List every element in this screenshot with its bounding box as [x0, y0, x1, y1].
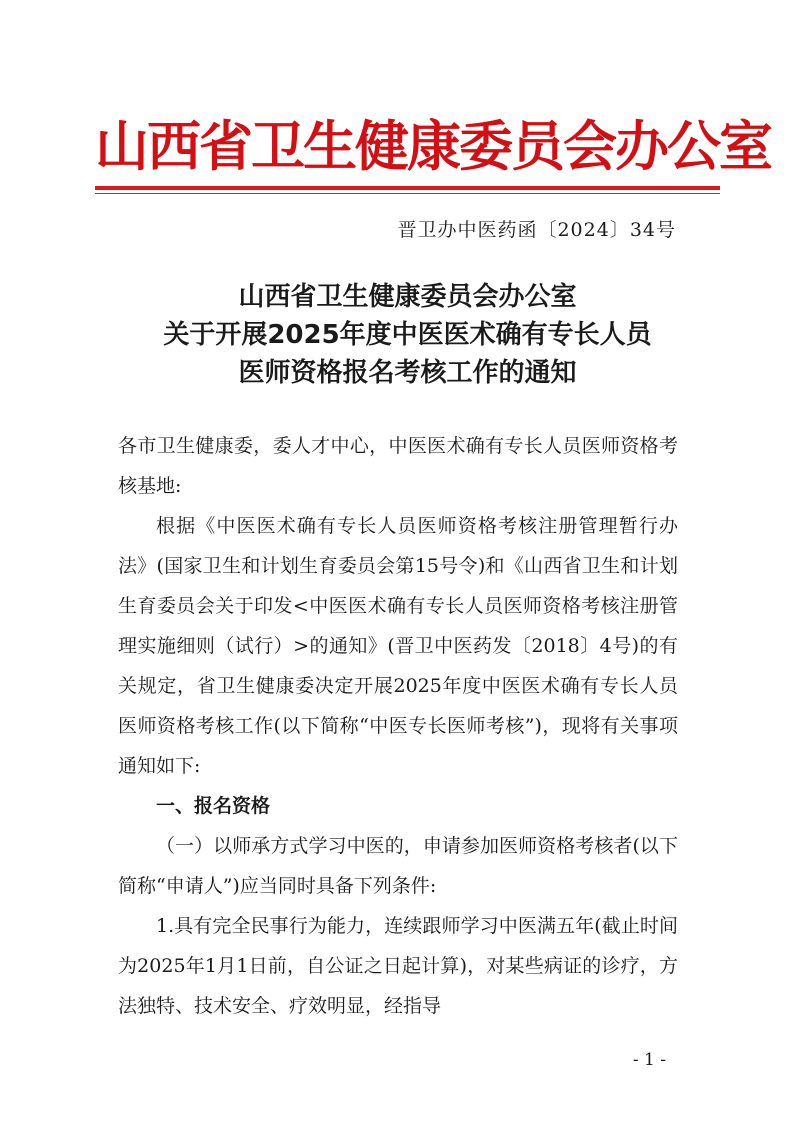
- list-item: 1.具有完全民事行为能力，连续跟师学习中医满五年(截止时间为2025年1月1日前，自公证之日起计算)，对某些病证的诊疗，方法独特、技术安全、疗效明显，经指导: [118, 915, 678, 1017]
- masthead-rule-thin: [95, 193, 720, 194]
- intro-paragraph: 根据《中医医术确有专长人员医师资格考核注册管理暂行办法》(国家卫生和计划生育委员会第15号令)和《山西省卫生和计划生育委员会关于印发<中医医术确有专长人员医师资格考核注册管理实施细则（试行）>的通知》(晋卫中医药发〔2018〕4号)的有关规定，省卫生健康委决定开展2025年度中医医术确有专长人员医师资格考核工作(以下简称“中医专长医师考核”)，现将有关事项通知如下:: [118, 515, 678, 777]
- document-number: 晋卫办中医药函〔2024〕34号: [397, 219, 676, 241]
- subsection-paragraph: （一）以师承方式学习中医的，申请参加医师资格考核者(以下简称“申请人”)应当同时具备下列条件:: [118, 835, 678, 897]
- document-title: [95, 278, 720, 392]
- section-heading: 一、报名资格: [156, 795, 271, 817]
- masthead-rule-thick: [95, 186, 720, 190]
- masthead-title: 山西省卫生健康委员会办公室: [95, 114, 771, 178]
- addressee: 各市卫生健康委，委人才中心，中医医术确有专长人员医师资格考核基地:: [118, 435, 678, 497]
- title-line-2: 关于开展2025年度中医医术确有专长人员: [163, 320, 652, 350]
- document-body: [118, 426, 678, 1026]
- title-line-3: 医师资格报名考核工作的通知: [238, 358, 577, 388]
- page-number: - 1 -: [632, 1050, 666, 1070]
- title-line-1: 山西省卫生健康委员会办公室: [238, 282, 577, 312]
